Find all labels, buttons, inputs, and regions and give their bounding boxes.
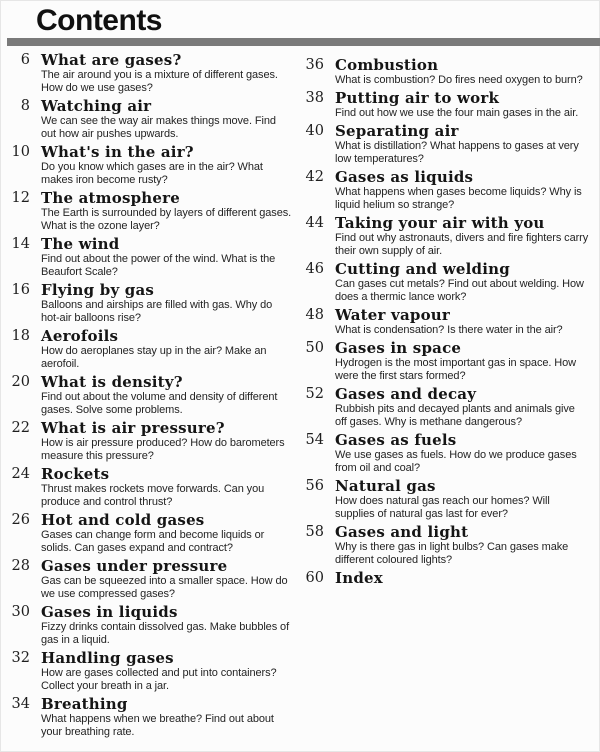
page-number: 46 <box>305 261 324 277</box>
page-number: 54 <box>305 432 324 448</box>
entry-description: Fizzy drinks contain dissolved gas. Make bubbles of gas in a liquid. <box>41 621 290 646</box>
page-number: 48 <box>305 307 324 323</box>
toc-entry-6 <box>8 52 292 95</box>
entry-description: What happens when we breathe? Find out about your breathing rate. <box>41 713 274 738</box>
toc-entry-58 <box>300 524 598 567</box>
toc-entry-32 <box>8 650 292 693</box>
entry-description: Find out about the volume and density of different gases. Solve some problems. <box>41 391 278 416</box>
toc-entry-30 <box>8 604 292 647</box>
entry-title: Gases in space <box>335 339 462 357</box>
entry-title: Gases and decay <box>335 385 477 403</box>
entry-title: What is air pressure? <box>41 419 225 437</box>
entry-description: The Earth is surrounded by layers of different gases. What is the ozone layer? <box>41 207 292 232</box>
page-number: 32 <box>11 650 30 666</box>
toc-entry-44 <box>300 215 598 258</box>
entry-title: Gases in liquids <box>41 603 178 621</box>
entry-title: Breathing <box>41 695 128 713</box>
entry-title: Hot and cold gases <box>41 511 205 529</box>
page-number: 40 <box>305 123 324 139</box>
entry-title: Putting air to work <box>335 89 500 107</box>
entry-description: Thrust makes rockets move forwards. Can you produce and control thrust? <box>41 483 265 508</box>
toc-entry-52 <box>300 386 598 429</box>
entry-title: Watching air <box>41 97 152 115</box>
page-number: 18 <box>11 328 30 344</box>
entry-description: Find out why astronauts, divers and fire fighters carry their own supply of air. <box>335 232 589 257</box>
page-number: 28 <box>11 558 30 574</box>
page-number: 8 <box>20 98 30 114</box>
toc-entry-16 <box>8 282 292 325</box>
entry-title: Combustion <box>335 56 439 74</box>
page-number: 6 <box>20 52 30 68</box>
entry-description: Find out about the power of the wind. What is the Beaufort Scale? <box>41 253 276 278</box>
toc-entry-40 <box>300 123 598 166</box>
header-rule <box>7 38 600 46</box>
entry-title: Gases as fuels <box>335 431 457 449</box>
page-number: 60 <box>305 570 324 586</box>
toc-entry-14 <box>8 236 292 279</box>
page-number: 20 <box>11 374 30 390</box>
entry-description: The air around you is a mixture of different gases. How do we use gases? <box>41 69 278 94</box>
page-number: 52 <box>305 386 324 402</box>
entry-title: Separating air <box>335 122 459 140</box>
toc-entry-8 <box>8 98 292 141</box>
page-number: 12 <box>11 190 30 206</box>
toc-entry-18 <box>8 328 292 371</box>
entry-title: What is density? <box>41 373 183 391</box>
entry-title: Gases as liquids <box>335 168 474 186</box>
entry-title: Handling gases <box>41 649 174 667</box>
toc-entry-42 <box>300 169 598 212</box>
toc-entry-50 <box>300 340 598 383</box>
entry-title: The atmosphere <box>41 189 180 207</box>
page-number: 16 <box>11 282 30 298</box>
toc-entry-48 <box>300 307 598 337</box>
entry-title: What's in the air? <box>41 143 194 161</box>
page-number: 36 <box>305 57 324 73</box>
entry-title: What are gases? <box>41 51 182 69</box>
entry-description: What happens when gases become liquids? Why is liquid helium so strange? <box>335 186 582 211</box>
entry-description: We can see the way air makes things move. Find out how air pushes upwards. <box>41 115 276 140</box>
page-title: Contents <box>36 4 162 37</box>
page-number: 22 <box>11 420 30 436</box>
page-number: 56 <box>305 478 324 494</box>
entry-title: Aerofoils <box>41 327 119 345</box>
toc-entry-36 <box>300 57 598 87</box>
entry-description: Find out how we use the four main gases in the air. <box>335 107 579 119</box>
toc-column-left <box>8 52 292 742</box>
page-number: 10 <box>11 144 30 160</box>
page-number: 44 <box>305 215 324 231</box>
toc-entry-24 <box>8 466 292 509</box>
toc-entry-20 <box>8 374 292 417</box>
entry-description: How is air pressure produced? How do barometers measure this pressure? <box>41 437 285 462</box>
entry-title: Taking your air with you <box>335 214 545 232</box>
toc-column-right <box>300 52 598 742</box>
entry-title: Flying by gas <box>41 281 155 299</box>
entry-title: Index <box>335 569 383 587</box>
entry-title: Water vapour <box>335 306 450 324</box>
toc-entry-10 <box>8 144 292 187</box>
page-header <box>0 0 600 35</box>
entry-description: How are gases collected and put into containers? Collect your breath in a jar. <box>41 667 277 692</box>
entry-title: Gases under pressure <box>41 557 228 575</box>
entry-title: Cutting and welding <box>335 260 510 278</box>
entry-description: Can gases cut metals? Find out about welding. How does a thermic lance work? <box>335 278 584 303</box>
entry-description: Balloons and airships are filled with gas. Why do hot-air balloons rise? <box>41 299 273 324</box>
entry-description: Rubbish pits and decayed plants and animals give off gases. Why is methane dangerous? <box>335 403 575 428</box>
toc-entry-28 <box>8 558 292 601</box>
page-number: 38 <box>305 90 324 106</box>
page-number: 58 <box>305 524 324 540</box>
entry-description: How do aeroplanes stay up in the air? Make an aerofoil. <box>41 345 267 370</box>
entry-title: The wind <box>41 235 120 253</box>
toc-entry-22 <box>8 420 292 463</box>
page-number: 24 <box>11 466 30 482</box>
page-number: 26 <box>11 512 30 528</box>
toc-entry-56 <box>300 478 598 521</box>
entry-description: Gases can change form and become liquids or solids. Can gases expand and contract? <box>41 529 265 554</box>
entry-title: Gases and light <box>335 523 469 541</box>
entry-description: What is distillation? What happens to gases at very low temperatures? <box>335 140 579 165</box>
entry-description: We use gases as fuels. How do we produce gases from oil and coal? <box>335 449 577 474</box>
entry-description: Hydrogen is the most important gas in space. How were the first stars formed? <box>335 357 576 382</box>
toc-entry-54 <box>300 432 598 475</box>
entry-description: What is combustion? Do fires need oxygen to burn? <box>335 74 583 86</box>
page-number: 42 <box>305 169 324 185</box>
entry-title: Natural gas <box>335 477 436 495</box>
page-number: 30 <box>11 604 30 620</box>
toc-entry-60 <box>300 570 598 587</box>
entry-description: Why is there gas in light bulbs? Can gases make different coloured lights? <box>335 541 569 566</box>
toc-entry-12 <box>8 190 292 233</box>
entry-description: Do you know which gases are in the air? What makes iron become rusty? <box>41 161 263 186</box>
toc-entry-38 <box>300 90 598 120</box>
entry-description: How does natural gas reach our homes? Will supplies of natural gas last for ever? <box>335 495 550 520</box>
entry-description: Gas can be squeezed into a smaller space. How do we use compressed gases? <box>41 575 288 600</box>
toc-entry-34 <box>8 696 292 739</box>
toc-columns <box>0 46 600 742</box>
entry-description: What is condensation? Is there water in the air? <box>335 324 563 336</box>
page-number: 14 <box>11 236 30 252</box>
page-number: 50 <box>305 340 324 356</box>
toc-entry-46 <box>300 261 598 304</box>
toc-entry-26 <box>8 512 292 555</box>
page-number: 34 <box>11 696 30 712</box>
entry-title: Rockets <box>41 465 110 483</box>
